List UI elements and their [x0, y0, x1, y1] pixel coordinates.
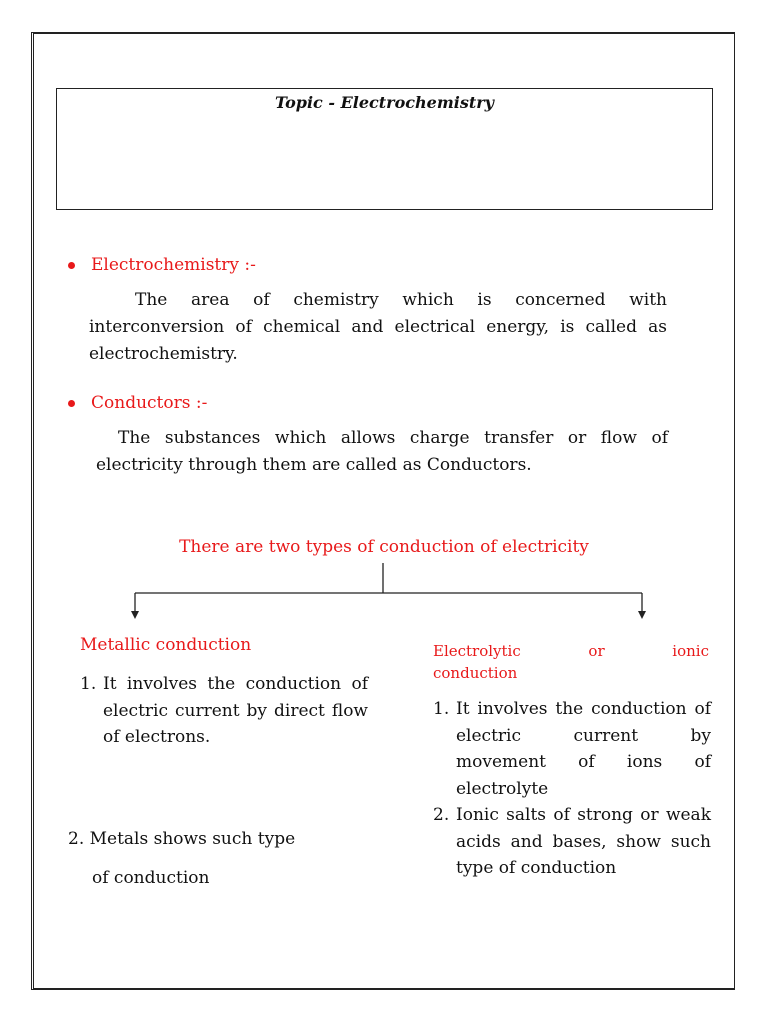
types-title: There are two types of conduction of electricity	[179, 537, 589, 557]
bullet-icon	[68, 262, 75, 269]
bullet-icon	[68, 400, 75, 407]
list-item: 2. Ionic salts of strong or weak acids and bases, show such type of conduction	[433, 805, 711, 878]
conductors-definition: The substances which allows charge transfer or flow of electricity through them are called as Conductors.	[96, 428, 668, 475]
electrolytic-heading: Electrolytic or ionic conduction	[433, 642, 709, 682]
electrochemistry-heading: Electrochemistry :-	[91, 255, 256, 275]
electrolytic-list	[433, 696, 711, 882]
metallic-list	[80, 671, 368, 751]
conductors-heading: Conductors :-	[91, 393, 208, 413]
metallic-item-2: 2. Metals shows such type	[68, 829, 296, 849]
topic-box	[56, 88, 713, 210]
list-item: 1. It involves the conduction of electric current by movement of ions of electrolyte	[433, 699, 711, 799]
topic-title: Topic - Electrochemistry	[275, 93, 494, 112]
metallic-item-2-cont: of conduction	[92, 868, 210, 888]
electrochemistry-definition: The area of chemistry which is concerned with interconversion of chemical and electrical energy, is called as electrochemistry.	[89, 290, 667, 364]
list-item: 1. It involves the conduction of electric current by direct flow of electrons.	[80, 674, 368, 747]
metallic-heading: Metallic conduction	[80, 635, 252, 655]
